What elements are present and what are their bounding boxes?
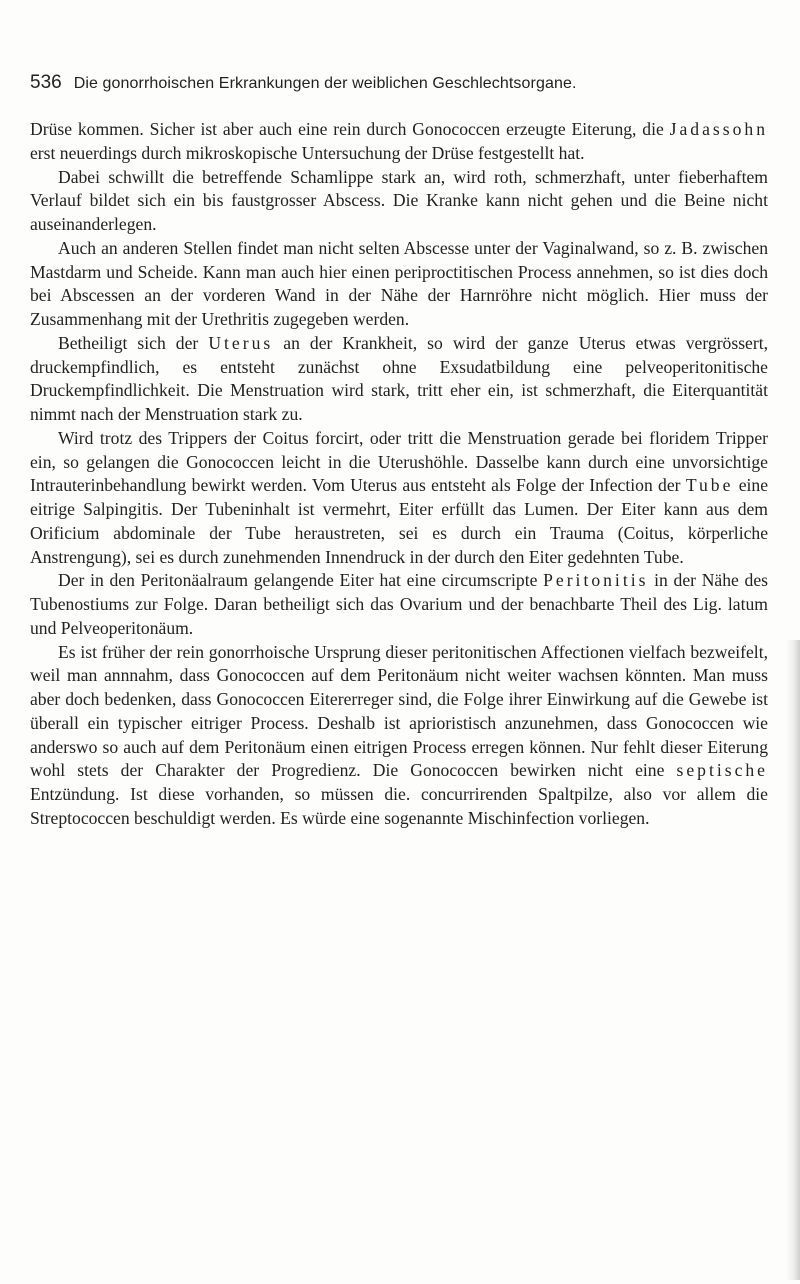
spaced-term-septische: septische	[676, 760, 768, 781]
running-head: Die gonorrhoischen Erkrankungen der weiblichen Geschlechtsorgane.	[73, 75, 577, 92]
spaced-name-jadassohn: Jadassohn	[669, 119, 768, 139]
body-text	[30, 118, 768, 831]
spaced-term-tube: Tube	[685, 475, 734, 496]
paragraph-5: Wird trotz des Trippers der Coitus forcirt, oder tritt die Menstruation gerade bei floridem Tripper ein, so gelangen die Gonococcen leicht in die Uterushöhle. Dasselbe kann durch eine unvorsichtige Intrauterinbehandlung bewirkt werden. Vom Uterus aus entsteht als Folge der Infection der Tube eine eitrige Salpingitis. Der Tubeninhalt ist vermehrt, Eiter erfüllt das Lumen. Der Eiter kann aus dem Orificium abdominale der Tube heraustreten, sei es durch ein Trauma (Coitus, körperliche Anstrengung), sei es durch zunehmenden Innendruck in der durch den Eiter gedehnten Tube.	[30, 427, 768, 567]
page-number: 536	[30, 72, 62, 93]
paragraph-2: Dabei schwillt die betreffende Schamlippe stark an, wird roth, schmerzhaft, unter fieberhaftem Verlauf bildet sich ein bis faustgrosser Abscess. Die Kranke kann nicht gehen und die Beine nicht auseinanderlegen.	[30, 166, 768, 234]
paragraph-7: Es ist früher der rein gonorrhoische Ursprung dieser peritonitischen Affectionen vielfach bezweifelt, weil man annnahm, dass Gonococcen auf dem Peritonäum nicht weiter wachsen könnten. Man muss aber doch bedenken, dass Gonococcen Eitererreger sind, die Folge ihrer Einwirkung auf die Gewebe ist überall ein typischer eitriger Process. Deshalb ist aprioristisch anzunehmen, dass Gonococcen wie anderswo so auch auf dem Peritonäum einen eitrigen Process erregen können. Nur fehlt dieser Eiterung wohl stets der Charakter der Progredienz. Die Gonococcen bewirken nicht eine septische Entzündung. Ist diese vorhanden, so müssen die. concurrirenden Spaltpilze, also vor allem die Streptococcen beschuldigt werden. Es würde eine sogenannte Mischinfection vorliegen.	[30, 641, 768, 828]
paragraph-3: Auch an anderen Stellen findet man nicht selten Abscesse unter der Vaginalwand, so z. B. zwischen Mastdarm und Scheide. Kann man auch hier einen periproctitischen Process annehmen, so ist dies doch bei Abscessen an der vorderen Wand in der Nähe der Harnröhre nicht möglich. Hier muss der Zusammenhang mit der Urethritis zugegeben werden.	[30, 237, 768, 329]
page-header	[30, 72, 770, 94]
paragraph-1: Drüse kommen. Sicher ist aber auch eine rein durch Gonococcen erzeugte Eiterung, die Jadassohn erst neuerdings durch mikroskopische Untersuchung der Drüse festgestellt hat.	[30, 119, 768, 163]
spaced-term-uterus: Uterus	[208, 332, 274, 353]
paragraph-6: Der in den Peritonäalraum gelangende Eiter hat eine circumscripte Peritonitis in der Nähe des Tubenostiums zur Folge. Daran betheiligt sich das Ovarium und der benachbarte Theil des Lig. latum und Pelveoperitonäum.	[30, 570, 768, 638]
page-edge-shadow	[786, 640, 800, 1280]
paragraph-4: Betheiligt sich der Uterus an der Krankheit, so wird der ganze Uterus etwas vergrössert, druckempfindlich, es entsteht zunächst ohne Exsudatbildung eine pelveoperitonitische Druckempfindlichkeit. Die Menstruation wird stark, tritt eher ein, ist schmerzhaft, die Eiterquantität nimmt nach der Menstruation stark zu.	[30, 332, 768, 424]
spaced-term-peritonitis: Peritonitis	[543, 570, 649, 591]
